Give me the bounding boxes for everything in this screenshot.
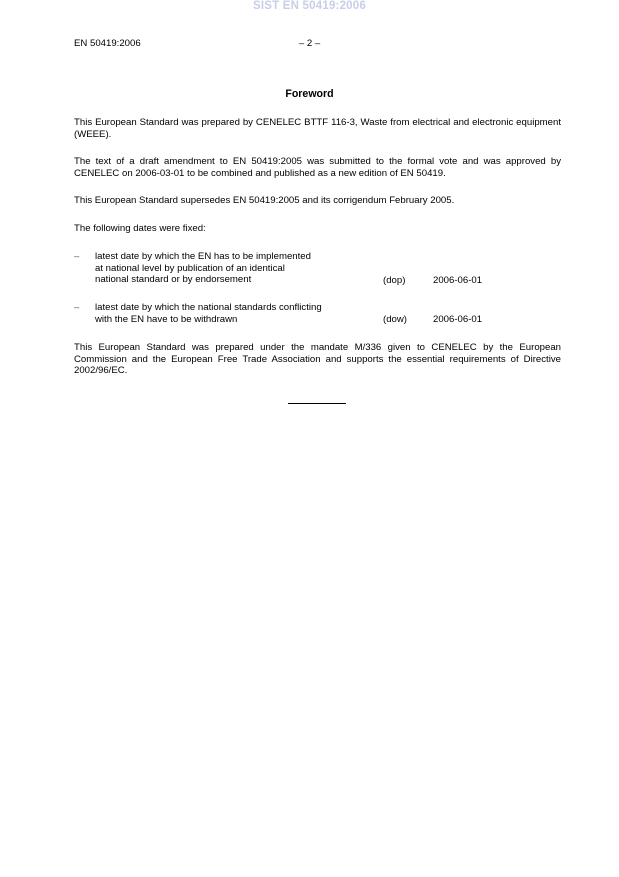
watermark: SIST EN 50419:2006 (253, 0, 366, 12)
dop-abbreviation: (dop) (383, 275, 406, 286)
paragraph-prepared-by: This European Standard was prepared by CENELEC BTTF 116-3, Waste from electrical and electronic equipment (WEEE). (74, 117, 561, 140)
paragraph-supersedes: This European Standard supersedes EN 50419:2005 and its corrigendum February 2005. (74, 195, 455, 206)
list-dash: – (74, 251, 80, 262)
list-dash: – (74, 302, 80, 313)
dow-description (95, 302, 355, 325)
document-id: EN 50419:2006 (74, 38, 141, 49)
dow-abbreviation: (dow) (383, 314, 407, 325)
paragraph-dates-intro: The following dates were fixed: (74, 223, 206, 234)
paragraph-mandate: This European Standard was prepared under the mandate M/336 given to CENELEC by the European Commission and the European Free Trade Association and supports the essential requirements of Directive 2002/96/EC. (74, 342, 561, 377)
end-rule (288, 403, 346, 404)
dop-description (95, 251, 355, 286)
section-title: Foreword (285, 88, 334, 100)
dop-line: national standard or by endorsement (95, 274, 252, 286)
dow-date: 2006-06-01 (433, 314, 483, 325)
dow-line: with the EN have to be withdrawn (95, 313, 238, 325)
dow-line: latest date by which the national standards conflicting (95, 302, 322, 313)
dop-line: latest date by which the EN has to be implemented (95, 251, 311, 262)
page-number: – 2 – (298, 38, 321, 49)
dop-date: 2006-06-01 (433, 275, 483, 286)
paragraph-draft-amendment: The text of a draft amendment to EN 50419:2005 was submitted to the formal vote and was approved by CENELEC on 2006-03-01 to be combined and published as a new edition of EN 50419. (74, 156, 561, 179)
dop-line: at national level by publication of an identical (95, 262, 285, 274)
